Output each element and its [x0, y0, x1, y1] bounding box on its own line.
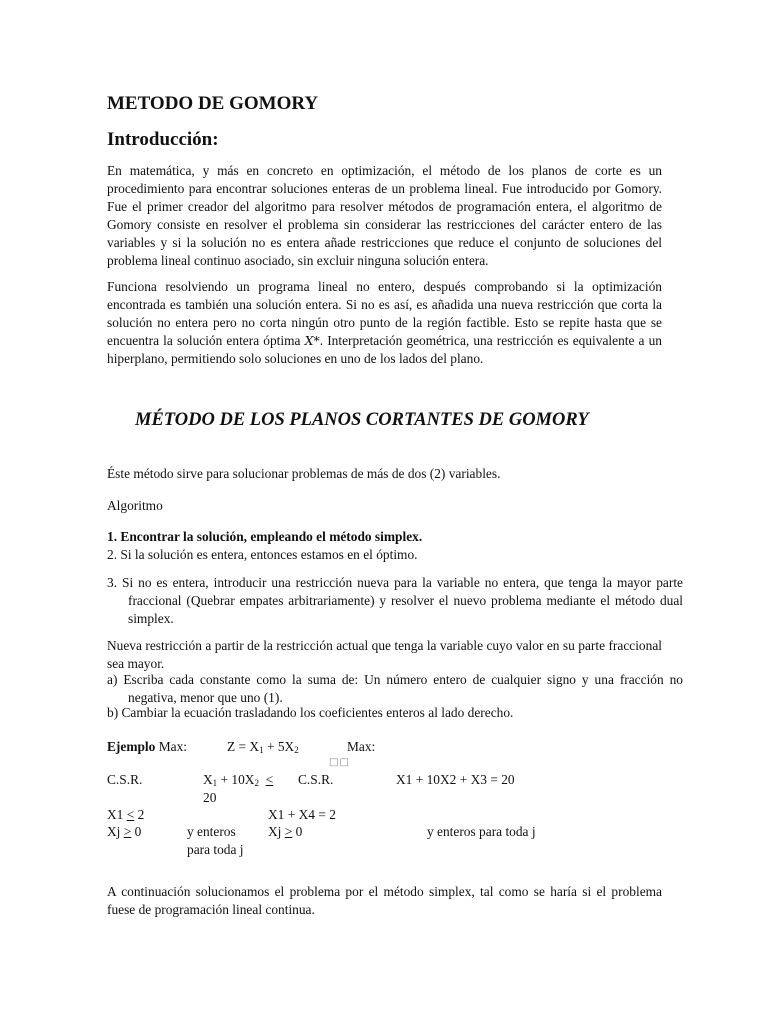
constraint-3-left [107, 823, 141, 841]
constraint-1-right: X1 + 10X2 + X3 = 20 [396, 772, 515, 787]
algorithm-label: Algoritmo [107, 498, 163, 513]
constraint-1-rhs: 20 [203, 790, 217, 805]
algorithm-step-1: 1. Encontrar la solución, empleando el método simplex. [107, 529, 423, 544]
document-title: METODO DE GOMORY [107, 93, 319, 114]
constraint-2-left [107, 806, 144, 824]
new-restriction-text: Nueva restricción a partir de la restricción actual que tenga la variable cuyo valor en su parte fraccional sea mayor. [107, 638, 662, 671]
example-objective-left [107, 738, 187, 756]
constraint-3-mid2-zero: 0 [292, 824, 303, 839]
csr-left-label: C.S.R. [107, 772, 143, 787]
constraint-3-right: y enteros para toda j [427, 824, 536, 839]
constraint-3-zero: 0 [131, 824, 142, 839]
constraint-3-x: Xj [107, 824, 124, 839]
constraint-3-mid2 [268, 823, 302, 841]
conclusion-paragraph: A continuación solucionamos el problema por el método simplex, tal como se haría si el problema fuese de programación lineal continua. [107, 884, 662, 917]
intro-paragraph-2 [107, 278, 662, 368]
intro-paragraph-2-text-b: . Interpretación geométrica, una restricción es equivalente a un hiperplano, permitiendo solo soluciones en uno de los lados del plano. [107, 333, 662, 366]
example-max-left: Max: [158, 739, 187, 754]
constraint-1-left [203, 771, 273, 789]
constraint-3-mid2-x: Xj [268, 824, 285, 839]
constraint-1-sub-2: 2 [254, 778, 259, 788]
constraint-2-x: X1 [107, 807, 127, 822]
constraint-3-mid-a: y enteros [187, 824, 236, 839]
example-label: Ejemplo [107, 739, 156, 754]
intro-paragraph-2-text-a: Funciona resolviendo un programa lineal no entero, después comprobando si la optimización encontrada es también una solución entera. Si no es así, es añadida una nueva restricción que corta la solución no entera pero no corta ningún otro punto de la región factible. Esto se repite hasta que se encuentra la solución entera óptima [107, 279, 662, 348]
section-heading: MÉTODO DE LOS PLANOS CORTANTES DE GOMORY [135, 410, 589, 430]
csr-mid-label: C.S.R. [298, 772, 334, 787]
intro-paragraph-1: En matemática, y más en concreto en optimización, el método de los planos de corte es un procedimiento para encontrar soluciones enteras de un problema lineal. Fue introducido por Gomory. Fue el primer creador del algoritmo para resolver métodos de programación entera, el algoritmo de Gomory consiste en resolver el problema sin considerar las restricciones del carácter entero de las variables y si la solución no es entera añade restricciones que reduce el conjunto de soluciones del problema lineal continuo asociado, sin excluir ninguna solución entera. [107, 163, 662, 268]
constraint-3-ge-symbol: > [123, 824, 132, 839]
constraint-3-mid-b: para toda j [187, 842, 244, 857]
objective-z-a: Z = X [227, 739, 260, 754]
intro-heading: Introducción: [107, 129, 219, 150]
constraint-2-right: X1 + X4 = 2 [268, 807, 336, 822]
example-objective [227, 738, 299, 756]
algorithm-step-2: 2. Si la solución es entera, entonces estamos en el óptimo. [107, 547, 418, 562]
constraint-2-rhs: 2 [134, 807, 145, 822]
objective-sub-1: 1 [259, 745, 264, 755]
constraint-1-sub-1: 1 [212, 778, 218, 788]
objective-sub-2: 2 [294, 745, 299, 755]
sub-step-a: a) Escriba cada constante como la suma de: Un número entero de cualquier signo y una fracción no negativa, menor que uno (1). [107, 672, 683, 705]
constraint-2-le-symbol: < [126, 807, 135, 822]
constraint-1-le-symbol: < [265, 772, 274, 787]
constraint-3-mid2-ge-symbol: > [284, 824, 293, 839]
constraint-1-term: + 10X [217, 772, 255, 787]
section-intro: Éste método sirve para solucionar problemas de más de dos (2) variables. [107, 466, 501, 481]
objective-z-b: + 5X [263, 739, 295, 754]
sub-step-b: b) Cambiar la ecuación trasladando los coeficientes enteros al lado derecho. [107, 705, 514, 720]
example-max-right: Max: [347, 739, 376, 754]
constraint-1-x: X [203, 772, 213, 787]
missing-glyph-icon: □□ [329, 757, 350, 768]
algorithm-step-3: 3. Si no es entera, introducir una restricción nueva para la variable no entera, que tenga la mayor parte fraccional (Quebrar empates arbitrariamente) y resolver el nuevo problema mediante el método dual simplex. [107, 575, 683, 626]
optimal-solution-symbol: X* [304, 333, 320, 348]
